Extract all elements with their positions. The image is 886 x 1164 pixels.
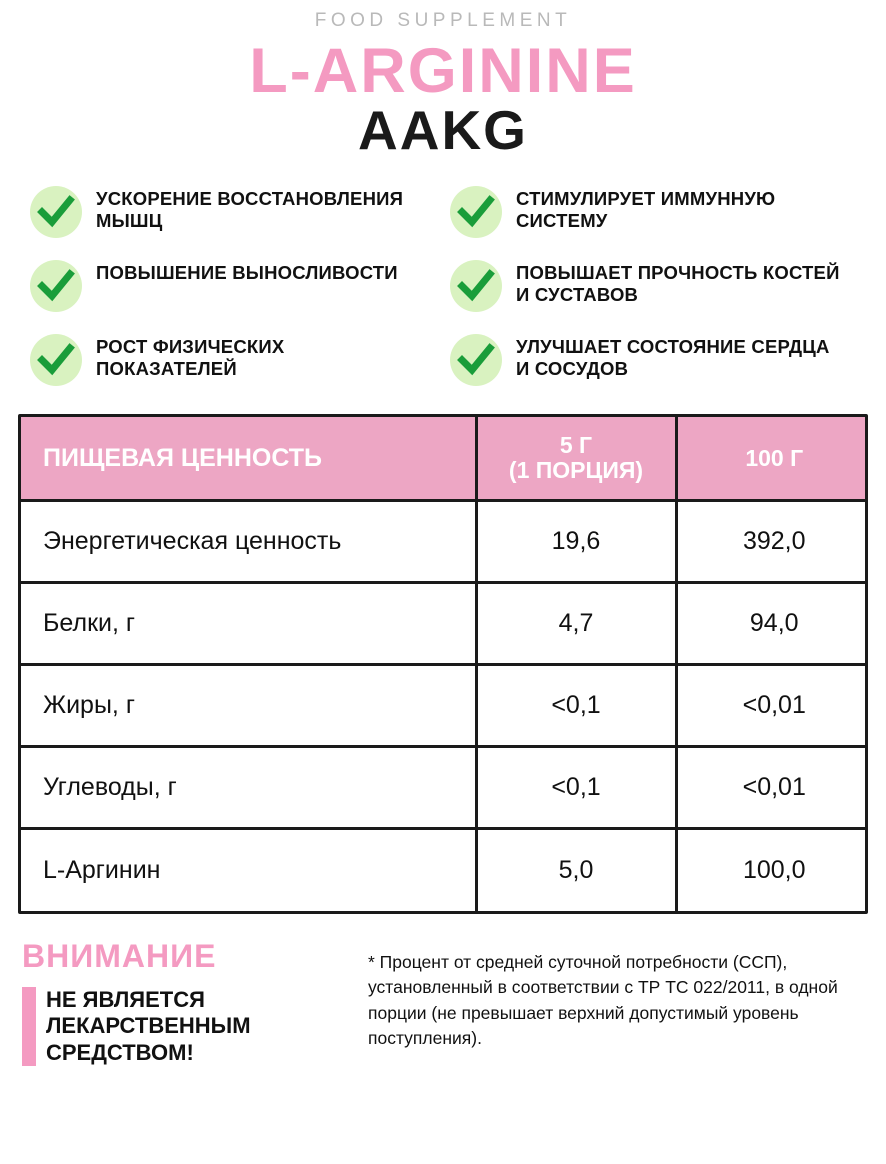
check-icon [30, 186, 82, 238]
benefit-item [450, 332, 870, 386]
benefit-item [450, 258, 870, 312]
nutrition-table-body [21, 501, 868, 911]
warning-accent-bar [22, 987, 36, 1066]
row-name: Белки, г [21, 583, 476, 665]
benefit-item [30, 332, 450, 386]
row-serving-value: 5,0 [476, 829, 676, 911]
row-name: Углеводы, г [21, 747, 476, 829]
benefit-label: ПОВЫШЕНИЕ ВЫНОСЛИВОСТИ [96, 261, 398, 283]
row-per100-value: <0,01 [676, 747, 868, 829]
row-serving-value: <0,1 [476, 665, 676, 747]
check-icon [450, 334, 502, 386]
footnote-text: * Процент от средней суточной потребности (ССП), установленный в соответствии с ТР ТС 022/2011, в одной порции (не превышает верхний допустимый уровень поступления). [368, 951, 838, 1049]
row-per100-value: <0,01 [676, 665, 868, 747]
table-row [21, 747, 868, 829]
table-row [21, 665, 868, 747]
table-row [21, 583, 868, 665]
column-header-name: ПИЩЕВАЯ ЦЕННОСТЬ [21, 417, 476, 501]
row-name: L-Аргинин [21, 829, 476, 911]
row-name: Жиры, г [21, 665, 476, 747]
check-icon [30, 334, 82, 386]
product-title: L-ARGININE [249, 36, 637, 106]
row-per100-value: 94,0 [676, 583, 868, 665]
column-header-serving-line1: 5 Г [559, 431, 593, 458]
column-header-per100: 100 Г [676, 417, 868, 501]
warning-title: ВНИМАНИЕ [22, 937, 217, 974]
table-row [21, 501, 868, 583]
benefit-label: СТИМУЛИРУЕТ ИММУННУЮ СИСТЕМУ [516, 187, 776, 232]
column-header-serving-line2: (1 ПОРЦИЯ) [508, 457, 644, 484]
benefit-label: РОСТ ФИЗИЧЕСКИХ ПОКАЗАТЕЛЕЙ [96, 335, 285, 380]
check-icon [450, 260, 502, 312]
warning-block [22, 938, 342, 1066]
food-supplement-label: FOOD SUPPLEMENT [314, 10, 572, 31]
nutrition-table-container [18, 414, 868, 914]
benefit-label: УСКОРЕНИЕ ВОССТАНОВЛЕНИЯ МЫШЦ [96, 187, 404, 232]
check-icon [30, 260, 82, 312]
nutrition-table [21, 417, 868, 911]
column-header-serving [476, 417, 676, 501]
warning-line [22, 987, 342, 1066]
row-per100-value: 100,0 [742, 856, 806, 885]
benefit-label: УЛУЧШАЕТ СОСТОЯНИЕ СЕРДЦА И СОСУДОВ [516, 335, 830, 380]
footer-section [22, 938, 868, 1066]
row-serving-value: <0,1 [476, 747, 676, 829]
benefit-item [450, 184, 870, 238]
benefit-item [30, 258, 450, 312]
table-header-row [21, 417, 868, 501]
warning-text: НЕ ЯВЛЯЕТСЯ ЛЕКАРСТВЕННЫМ СРЕДСТВОМ! [46, 986, 251, 1065]
nutrition-table-head [21, 417, 868, 501]
benefits-list [30, 184, 870, 386]
row-serving-value: 4,7 [476, 583, 676, 665]
row-name: Энергетическая ценность [21, 501, 476, 583]
row-per100-value: 392,0 [676, 501, 868, 583]
check-icon [450, 186, 502, 238]
table-row [21, 829, 868, 911]
benefit-item [30, 184, 450, 238]
product-subtitle: AAKG [358, 99, 528, 162]
benefit-label: ПОВЫШАЕТ ПРОЧНОСТЬ КОСТЕЙ И СУСТАВОВ [516, 261, 840, 306]
row-serving-value: 19,6 [476, 501, 676, 583]
